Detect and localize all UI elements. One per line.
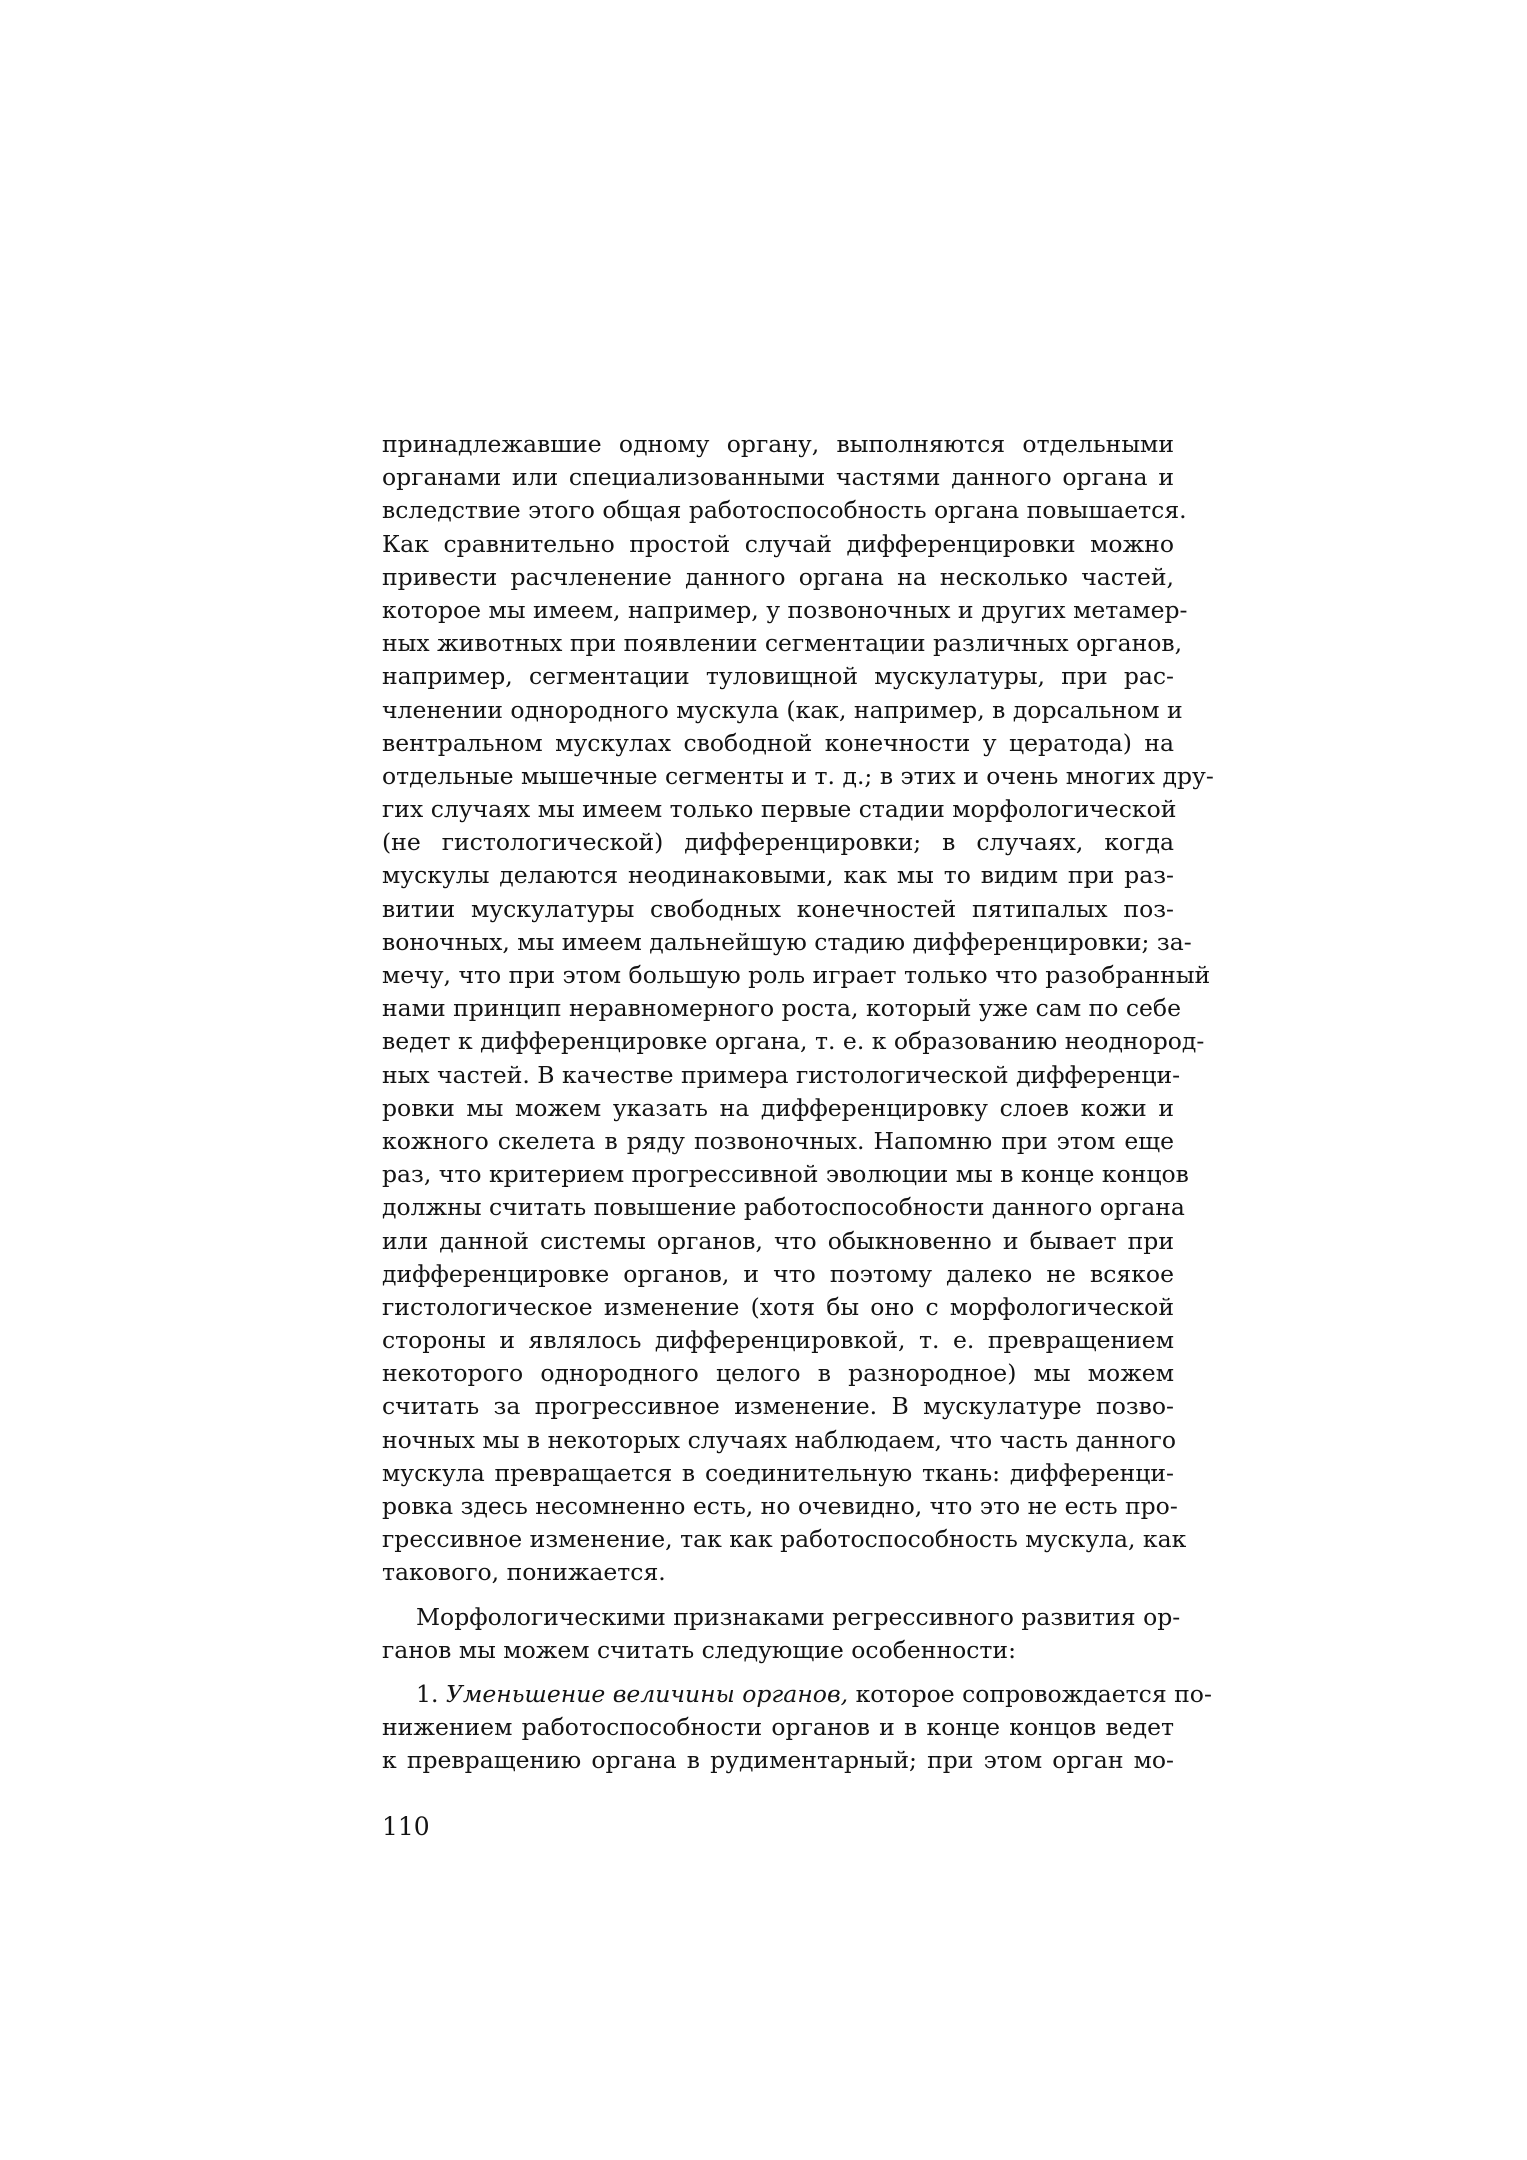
text-line: или данной системы органов, что обыкновенно и бывает при bbox=[382, 1226, 1174, 1255]
paragraph bbox=[382, 428, 1214, 1590]
text-line: воночных, мы имеем дальнейшую стадию дифференцировки; за- bbox=[382, 927, 1192, 956]
paragraph-gap bbox=[382, 1667, 1174, 1678]
page-text bbox=[382, 428, 1214, 1778]
text-line: нами принцип неравномерного роста, который уже сам по себе bbox=[382, 994, 1181, 1023]
page-number: 110 bbox=[382, 1812, 430, 1841]
list-number: 1. bbox=[416, 1679, 439, 1708]
text-line: к превращению органа в рудиментарный; при этом орган мо- bbox=[382, 1746, 1174, 1775]
text-line: ночных мы в некоторых случаях наблюдаем, что часть данного bbox=[382, 1425, 1176, 1454]
text-line: ровка здесь несомненно есть, но очевидно, что это не есть про- bbox=[382, 1492, 1178, 1520]
text-line: ных животных при появлении сегментации различных органов, bbox=[382, 629, 1183, 658]
text-line: такового, понижается. bbox=[382, 1558, 666, 1587]
text-line: нижением работоспособности органов и в конце концов ведет bbox=[382, 1713, 1174, 1742]
paragraph-gap bbox=[382, 1590, 1174, 1601]
text-line: гистологическое изменение (хотя бы оно с морфологической bbox=[382, 1292, 1174, 1321]
paragraph bbox=[382, 1601, 1181, 1667]
text-line: вследствие этого общая работоспособность органа повышается. bbox=[382, 496, 1187, 525]
text-line: которое мы имеем, например, у позвоночных и других метамер- bbox=[382, 595, 1188, 624]
text-line: например, сегментации туловищной мускулатуры, при рас- bbox=[382, 662, 1174, 691]
text-fragment: которое сопровождается по- bbox=[855, 1679, 1212, 1708]
text-line: гих случаях мы имеем только первые стадии морфологической bbox=[382, 795, 1177, 824]
text-line: привести расчленение данного органа на несколько частей, bbox=[382, 562, 1174, 591]
text-line: мускула превращается в соединительную ткань: дифференци- bbox=[382, 1458, 1174, 1487]
text-line: мускулы делаются неодинаковыми, как мы то видим при раз- bbox=[382, 861, 1174, 890]
text-line: Морфологическими признаками регрессивного развития ор- bbox=[416, 1602, 1181, 1631]
text-line: вентральном мускулах свободной конечности у цератода) на bbox=[382, 728, 1174, 757]
text-line: дифференцировке органов, и что поэтому далеко не всякое bbox=[382, 1259, 1174, 1288]
text-line: Как сравнительно простой случай дифференцировки можно bbox=[382, 529, 1174, 558]
text-line: отдельные мышечные сегменты и т. д.; в этих и очень многих дру- bbox=[382, 761, 1214, 790]
text-line: некоторого однородного целого в разнородное) мы можем bbox=[382, 1359, 1174, 1388]
text-line bbox=[382, 1678, 1212, 1711]
text-line: витии мускулатуры свободных конечностей пятипалых поз- bbox=[382, 894, 1174, 923]
text-line: принадлежавшие одному органу, выполняются отдельными bbox=[382, 430, 1174, 458]
text-line: ных частей. В качестве примера гистологической дифференци- bbox=[382, 1060, 1181, 1089]
text-line: ровки мы можем указать на дифференцировку слоев кожи и bbox=[382, 1093, 1174, 1122]
text-line: членении однородного мускула (как, например, в дорсальном и bbox=[382, 695, 1183, 724]
text-line: ганов мы можем считать следующие особенности: bbox=[382, 1635, 1016, 1664]
text-line: кожного скелета в ряду позвоночных. Напомню при этом еще bbox=[382, 1126, 1174, 1155]
text-line: (не гистологической) дифференцировки; в случаях, когда bbox=[382, 828, 1174, 857]
text-line: раз, что критерием прогрессивной эволюции мы в конце концов bbox=[382, 1160, 1189, 1189]
text-line: органами или специализованными частями данного органа и bbox=[382, 463, 1174, 492]
text-line: ведет к дифференцировке органа, т. е. к образованию неоднород- bbox=[382, 1027, 1205, 1056]
text-line: мечу, что при этом большую роль играет только что разобранный bbox=[382, 961, 1211, 989]
text-line: считать за прогрессивное изменение. В мускулатуре позво- bbox=[382, 1392, 1174, 1421]
italic-term: Уменьшение величины органов, bbox=[445, 1679, 849, 1708]
text-line: грессивное изменение, так как работоспособность мускула, как bbox=[382, 1525, 1187, 1554]
text-line: должны считать повышение работоспособности данного органа bbox=[382, 1193, 1185, 1222]
text-line: стороны и являлось дифференцировкой, т. е. превращением bbox=[382, 1326, 1174, 1355]
paragraph bbox=[382, 1678, 1212, 1778]
